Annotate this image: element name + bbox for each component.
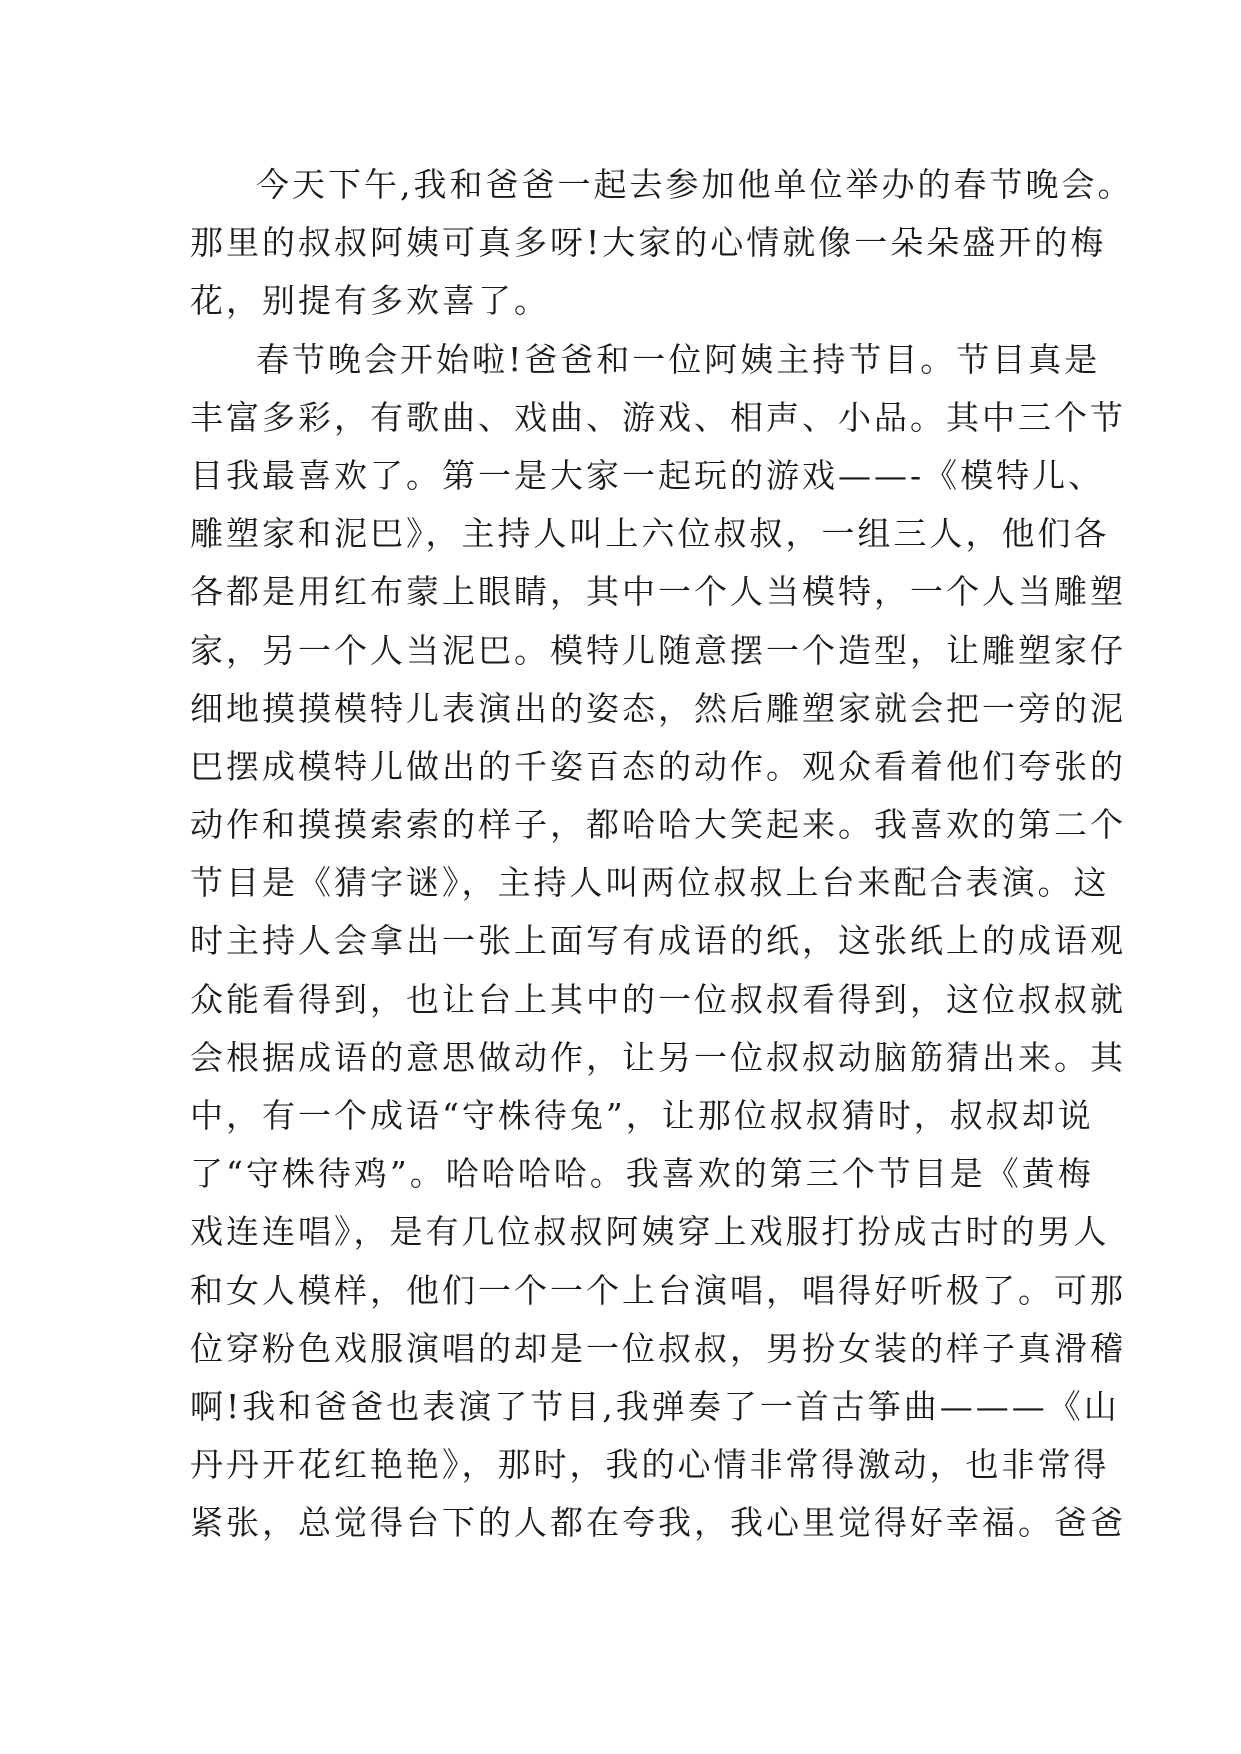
paragraph-2-line-4: 雕塑家和泥巴》，主持人叫上六位叔叔，一组三人，他们各	[190, 514, 1110, 554]
paragraph-2-line-17: 和女人模样，他们一个一个上台演唱，唱得好听极了。可那	[190, 1270, 1126, 1310]
paragraph-2-line-3: 目我最喜欢了。第一是大家一起玩的游戏——-《模特儿、	[190, 455, 1105, 495]
paragraph-2-line-1: 春节晚会开始啦!爸爸和一位阿姨主持节目。节目真是	[256, 339, 1101, 379]
paragraph-2-line-19: 啊!我和爸爸也表演了节目,我弹奏了一首古筝曲———《山	[190, 1386, 1120, 1426]
paragraph-2-line-2: 丰富多彩，有歌曲、戏曲、游戏、相声、小品。其中三个节	[190, 397, 1126, 437]
essay-body	[190, 156, 1134, 1553]
paragraph-1-line-3: 花，别提有多欢喜了。	[190, 281, 550, 321]
paragraph-2-line-13: 会根据成语的意思做动作，让另一位叔叔动脑筋猜出来。其	[190, 1037, 1126, 1077]
paragraph-2-line-11: 时主持人会拿出一张上面写有成语的纸，这张纸上的成语观	[190, 921, 1126, 961]
paragraph-2-line-12: 众能看得到，也让台上其中的一位叔叔看得到，这位叔叔就	[190, 979, 1126, 1019]
paragraph-2-line-21: 紧张，总觉得台下的人都在夸我，我心里觉得好幸福。爸爸	[190, 1503, 1126, 1543]
paragraph-2-line-20: 丹丹开花红艳艳》，那时，我的心情非常得激动，也非常得	[190, 1445, 1110, 1485]
paragraph-2-line-18: 位穿粉色戏服演唱的却是一位叔叔，男扮女装的样子真滑稽	[190, 1328, 1126, 1368]
paragraph-2-line-10: 节目是《猜字谜》，主持人叫两位叔叔上台来配合表演。这	[190, 863, 1110, 903]
paragraph-2-line-15: 了“守株待鸡”。哈哈哈哈。我喜欢的第三个节目是《黄梅	[190, 1154, 1094, 1194]
paragraph-2-line-8: 巴摆成模特儿做出的千姿百态的动作。观众看着他们夸张的	[190, 746, 1126, 786]
paragraph-1-line-1: 今天下午,我和爸爸一起去参加他单位举办的春节晚会。	[256, 165, 1134, 204]
paragraph-2-line-16: 戏连连唱》，是有几位叔叔阿姨穿上戏服打扮成古时的男人	[190, 1212, 1110, 1252]
paragraph-1-line-2: 那里的叔叔阿姨可真多呀!大家的心情就像一朵朵盛开的梅	[190, 223, 1107, 263]
paragraph-2-line-5: 各都是用红布蒙上眼睛，其中一个人当模特，一个人当雕塑	[190, 572, 1126, 612]
paragraph-2-line-6: 家，另一个人当泥巴。模特儿随意摆一个造型，让雕塑家仔	[190, 630, 1126, 670]
paragraph-2-line-7: 细地摸摸模特儿表演出的姿态，然后雕塑家就会把一旁的泥	[190, 688, 1126, 728]
paragraph-2-line-9: 动作和摸摸索索的样子，都哈哈大笑起来。我喜欢的第二个	[190, 805, 1126, 845]
paragraph-2-line-14: 中，有一个成语“守株待兔”，让那位叔叔猜时，叔叔却说	[190, 1096, 1094, 1135]
